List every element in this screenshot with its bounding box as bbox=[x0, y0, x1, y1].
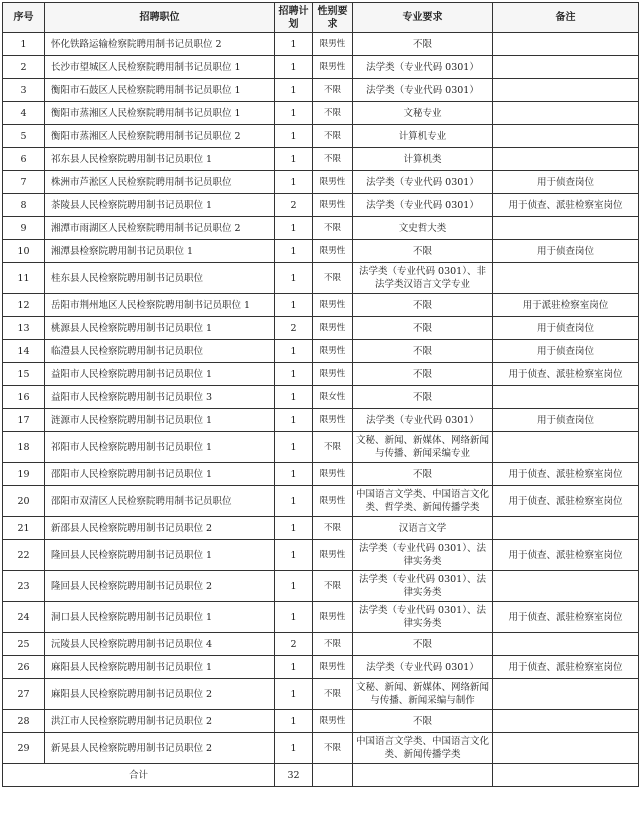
header-plan: 招聘计划 bbox=[275, 3, 313, 33]
cell-gender: 不限 bbox=[313, 79, 353, 102]
cell-requirement: 法学类（专业代码 0301）、法律实务类 bbox=[353, 571, 493, 602]
cell-position: 洞口县人民检察院聘用制书记员职位 1 bbox=[45, 602, 275, 633]
cell-no: 6 bbox=[3, 148, 45, 171]
cell-requirement: 文秘、新闻、新媒体、网络新闻与传播、新闻采编专业 bbox=[353, 432, 493, 463]
cell-note: 用于侦查、派驻检察室岗位 bbox=[493, 602, 639, 633]
cell-plan: 1 bbox=[275, 340, 313, 363]
cell-requirement: 不限 bbox=[353, 240, 493, 263]
cell-no: 20 bbox=[3, 486, 45, 517]
cell-gender: 限男性 bbox=[313, 294, 353, 317]
cell-no: 11 bbox=[3, 263, 45, 294]
cell-plan: 1 bbox=[275, 363, 313, 386]
cell-note: 用于侦查、派驻检察室岗位 bbox=[493, 194, 639, 217]
header-note: 备注 bbox=[493, 3, 639, 33]
cell-no: 2 bbox=[3, 56, 45, 79]
cell-plan: 1 bbox=[275, 656, 313, 679]
cell-requirement: 中国语言文学类、中国语言文化类、哲学类、新闻传播学类 bbox=[353, 486, 493, 517]
cell-requirement: 中国语言文学类、中国语言文化类、新闻传播学类 bbox=[353, 733, 493, 764]
cell-position: 桂东县人民检察院聘用制书记员职位 bbox=[45, 263, 275, 294]
cell-note bbox=[493, 263, 639, 294]
cell-no: 4 bbox=[3, 102, 45, 125]
cell-note bbox=[493, 517, 639, 540]
cell-position: 洪江市人民检察院聘用制书记员职位 2 bbox=[45, 710, 275, 733]
cell-position: 湘潭市雨湖区人民检察院聘用制书记员职位 2 bbox=[45, 217, 275, 240]
cell-plan: 1 bbox=[275, 240, 313, 263]
cell-note bbox=[493, 733, 639, 764]
cell-plan: 1 bbox=[275, 294, 313, 317]
cell-note bbox=[493, 79, 639, 102]
cell-plan: 1 bbox=[275, 33, 313, 56]
cell-position: 沅陵县人民检察院聘用制书记员职位 4 bbox=[45, 633, 275, 656]
cell-no: 23 bbox=[3, 571, 45, 602]
cell-note: 用于侦查、派驻检察室岗位 bbox=[493, 463, 639, 486]
table-row bbox=[3, 733, 639, 764]
table-row bbox=[3, 432, 639, 463]
cell-note: 用于侦查岗位 bbox=[493, 340, 639, 363]
table-row bbox=[3, 486, 639, 517]
cell-position: 隆回县人民检察院聘用制书记员职位 2 bbox=[45, 571, 275, 602]
cell-position: 邵阳市双清区人民检察院聘用制书记员职位 bbox=[45, 486, 275, 517]
table-row bbox=[3, 363, 639, 386]
table-row bbox=[3, 56, 639, 79]
cell-requirement: 不限 bbox=[353, 710, 493, 733]
cell-gender: 限男性 bbox=[313, 171, 353, 194]
cell-plan: 1 bbox=[275, 263, 313, 294]
cell-position: 涟源市人民检察院聘用制书记员职位 1 bbox=[45, 409, 275, 432]
cell-no: 27 bbox=[3, 679, 45, 710]
cell-position: 衡阳市蒸湘区人民检察院聘用制书记员职位 1 bbox=[45, 102, 275, 125]
cell-requirement: 法学类（专业代码 0301） bbox=[353, 79, 493, 102]
cell-note: 用于侦查岗位 bbox=[493, 317, 639, 340]
table-row bbox=[3, 125, 639, 148]
cell-no: 29 bbox=[3, 733, 45, 764]
table-row bbox=[3, 317, 639, 340]
table-row bbox=[3, 602, 639, 633]
cell-no: 15 bbox=[3, 363, 45, 386]
header-position: 招聘职位 bbox=[45, 3, 275, 33]
cell-note: 用于侦查岗位 bbox=[493, 240, 639, 263]
cell-note: 用于侦查、派驻检察室岗位 bbox=[493, 486, 639, 517]
cell-no: 22 bbox=[3, 540, 45, 571]
cell-position: 邵阳市人民检察院聘用制书记员职位 1 bbox=[45, 463, 275, 486]
table-row bbox=[3, 463, 639, 486]
cell-gender: 不限 bbox=[313, 102, 353, 125]
cell-gender: 限男性 bbox=[313, 409, 353, 432]
cell-position: 衡阳市石鼓区人民检察院聘用制书记员职位 1 bbox=[45, 79, 275, 102]
cell-no: 1 bbox=[3, 33, 45, 56]
cell-gender: 限男性 bbox=[313, 540, 353, 571]
cell-no: 5 bbox=[3, 125, 45, 148]
header-gender: 性别要求 bbox=[313, 3, 353, 33]
cell-requirement: 汉语言文学 bbox=[353, 517, 493, 540]
cell-no: 28 bbox=[3, 710, 45, 733]
table-header-row bbox=[3, 3, 639, 33]
cell-note: 用于侦查、派驻检察室岗位 bbox=[493, 363, 639, 386]
cell-gender: 不限 bbox=[313, 679, 353, 710]
cell-no: 25 bbox=[3, 633, 45, 656]
cell-note bbox=[493, 432, 639, 463]
cell-note bbox=[493, 571, 639, 602]
table-row bbox=[3, 194, 639, 217]
cell-requirement: 文秘、新闻、新媒体、网络新闻与传播、新闻采编与制作 bbox=[353, 679, 493, 710]
cell-plan: 1 bbox=[275, 463, 313, 486]
cell-note: 用于派驻检察室岗位 bbox=[493, 294, 639, 317]
cell-requirement: 不限 bbox=[353, 294, 493, 317]
cell-note bbox=[493, 217, 639, 240]
table-row bbox=[3, 240, 639, 263]
cell-plan: 1 bbox=[275, 571, 313, 602]
cell-plan: 1 bbox=[275, 540, 313, 571]
cell-no: 24 bbox=[3, 602, 45, 633]
header-no: 序号 bbox=[3, 3, 45, 33]
cell-gender: 不限 bbox=[313, 125, 353, 148]
cell-position: 麻阳县人民检察院聘用制书记员职位 2 bbox=[45, 679, 275, 710]
table-row bbox=[3, 340, 639, 363]
cell-no: 17 bbox=[3, 409, 45, 432]
cell-plan: 1 bbox=[275, 79, 313, 102]
total-plan: 32 bbox=[275, 764, 313, 787]
recruitment-table bbox=[2, 2, 639, 787]
cell-plan: 1 bbox=[275, 386, 313, 409]
total-empty-gender bbox=[313, 764, 353, 787]
cell-no: 13 bbox=[3, 317, 45, 340]
table-row bbox=[3, 148, 639, 171]
table-body bbox=[3, 33, 639, 764]
cell-no: 12 bbox=[3, 294, 45, 317]
cell-requirement: 不限 bbox=[353, 386, 493, 409]
cell-gender: 不限 bbox=[313, 263, 353, 294]
cell-note bbox=[493, 102, 639, 125]
table-row bbox=[3, 263, 639, 294]
table-row bbox=[3, 294, 639, 317]
cell-plan: 1 bbox=[275, 486, 313, 517]
table-row bbox=[3, 171, 639, 194]
cell-gender: 不限 bbox=[313, 517, 353, 540]
cell-note bbox=[493, 386, 639, 409]
cell-requirement: 不限 bbox=[353, 463, 493, 486]
table-row bbox=[3, 710, 639, 733]
cell-no: 8 bbox=[3, 194, 45, 217]
header-requirement: 专业要求 bbox=[353, 3, 493, 33]
cell-no: 7 bbox=[3, 171, 45, 194]
cell-position: 临澧县人民检察院聘用制书记员职位 bbox=[45, 340, 275, 363]
cell-position: 桃源县人民检察院聘用制书记员职位 1 bbox=[45, 317, 275, 340]
cell-note: 用于侦查、派驻检察室岗位 bbox=[493, 656, 639, 679]
cell-gender: 不限 bbox=[313, 633, 353, 656]
cell-note bbox=[493, 125, 639, 148]
cell-plan: 2 bbox=[275, 194, 313, 217]
cell-requirement: 法学类（专业代码 0301） bbox=[353, 409, 493, 432]
cell-no: 3 bbox=[3, 79, 45, 102]
cell-requirement: 法学类（专业代码 0301）、法律实务类 bbox=[353, 540, 493, 571]
cell-requirement: 不限 bbox=[353, 317, 493, 340]
cell-gender: 限男性 bbox=[313, 486, 353, 517]
cell-plan: 1 bbox=[275, 710, 313, 733]
cell-position: 麻阳县人民检察院聘用制书记员职位 1 bbox=[45, 656, 275, 679]
cell-no: 26 bbox=[3, 656, 45, 679]
cell-no: 19 bbox=[3, 463, 45, 486]
cell-requirement: 法学类（专业代码 0301）、法律实务类 bbox=[353, 602, 493, 633]
table-row bbox=[3, 633, 639, 656]
cell-gender: 不限 bbox=[313, 571, 353, 602]
cell-requirement: 不限 bbox=[353, 363, 493, 386]
cell-position: 祁东县人民检察院聘用制书记员职位 1 bbox=[45, 148, 275, 171]
cell-position: 株洲市芦淞区人民检察院聘用制书记员职位 bbox=[45, 171, 275, 194]
cell-note bbox=[493, 33, 639, 56]
cell-gender: 限男性 bbox=[313, 463, 353, 486]
cell-position: 新晃县人民检察院聘用制书记员职位 2 bbox=[45, 733, 275, 764]
table-row bbox=[3, 679, 639, 710]
table-row bbox=[3, 517, 639, 540]
total-row bbox=[3, 764, 639, 787]
cell-no: 10 bbox=[3, 240, 45, 263]
cell-requirement: 计算机类 bbox=[353, 148, 493, 171]
table-row bbox=[3, 102, 639, 125]
cell-plan: 1 bbox=[275, 217, 313, 240]
cell-gender: 不限 bbox=[313, 733, 353, 764]
cell-no: 16 bbox=[3, 386, 45, 409]
cell-position: 衡阳市蒸湘区人民检察院聘用制书记员职位 2 bbox=[45, 125, 275, 148]
cell-position: 益阳市人民检察院聘用制书记员职位 3 bbox=[45, 386, 275, 409]
cell-gender: 限男性 bbox=[313, 56, 353, 79]
cell-gender: 限男性 bbox=[313, 363, 353, 386]
cell-note bbox=[493, 56, 639, 79]
cell-requirement: 法学类（专业代码 0301） bbox=[353, 56, 493, 79]
total-empty-requirement bbox=[353, 764, 493, 787]
table-row bbox=[3, 571, 639, 602]
cell-requirement: 不限 bbox=[353, 340, 493, 363]
cell-no: 21 bbox=[3, 517, 45, 540]
cell-gender: 限男性 bbox=[313, 194, 353, 217]
cell-note: 用于侦查、派驻检察室岗位 bbox=[493, 540, 639, 571]
cell-gender: 限男性 bbox=[313, 240, 353, 263]
cell-gender: 不限 bbox=[313, 148, 353, 171]
cell-requirement: 文史哲大类 bbox=[353, 217, 493, 240]
cell-requirement: 法学类（专业代码 0301）、非法学类汉语言文学专业 bbox=[353, 263, 493, 294]
cell-position: 湘潭县检察院聘用制书记员职位 1 bbox=[45, 240, 275, 263]
cell-position: 茶陵县人民检察院聘用制书记员职位 1 bbox=[45, 194, 275, 217]
cell-requirement: 不限 bbox=[353, 33, 493, 56]
cell-gender: 限男性 bbox=[313, 317, 353, 340]
cell-requirement: 法学类（专业代码 0301） bbox=[353, 171, 493, 194]
cell-note: 用于侦查岗位 bbox=[493, 409, 639, 432]
cell-note bbox=[493, 710, 639, 733]
total-label: 合计 bbox=[3, 764, 275, 787]
cell-plan: 1 bbox=[275, 517, 313, 540]
cell-requirement: 文秘专业 bbox=[353, 102, 493, 125]
table-row bbox=[3, 656, 639, 679]
cell-note bbox=[493, 148, 639, 171]
cell-plan: 1 bbox=[275, 102, 313, 125]
table-row bbox=[3, 217, 639, 240]
cell-plan: 1 bbox=[275, 432, 313, 463]
cell-plan: 1 bbox=[275, 56, 313, 79]
cell-position: 祁阳市人民检察院聘用制书记员职位 1 bbox=[45, 432, 275, 463]
cell-no: 14 bbox=[3, 340, 45, 363]
cell-plan: 2 bbox=[275, 317, 313, 340]
cell-gender: 限男性 bbox=[313, 602, 353, 633]
cell-gender: 不限 bbox=[313, 432, 353, 463]
cell-plan: 1 bbox=[275, 125, 313, 148]
cell-plan: 1 bbox=[275, 171, 313, 194]
cell-plan: 2 bbox=[275, 633, 313, 656]
cell-note bbox=[493, 633, 639, 656]
cell-gender: 限女性 bbox=[313, 386, 353, 409]
total-empty-note bbox=[493, 764, 639, 787]
cell-plan: 1 bbox=[275, 679, 313, 710]
cell-position: 益阳市人民检察院聘用制书记员职位 1 bbox=[45, 363, 275, 386]
table-row bbox=[3, 79, 639, 102]
cell-requirement: 不限 bbox=[353, 633, 493, 656]
cell-position: 新邵县人民检察院聘用制书记员职位 2 bbox=[45, 517, 275, 540]
table-row bbox=[3, 409, 639, 432]
cell-gender: 不限 bbox=[313, 217, 353, 240]
table-row bbox=[3, 386, 639, 409]
cell-no: 18 bbox=[3, 432, 45, 463]
cell-no: 9 bbox=[3, 217, 45, 240]
cell-plan: 1 bbox=[275, 733, 313, 764]
cell-gender: 限男性 bbox=[313, 33, 353, 56]
cell-plan: 1 bbox=[275, 409, 313, 432]
cell-gender: 限男性 bbox=[313, 656, 353, 679]
cell-position: 怀化铁路运输检察院聘用制书记员职位 2 bbox=[45, 33, 275, 56]
table-row bbox=[3, 33, 639, 56]
cell-requirement: 计算机专业 bbox=[353, 125, 493, 148]
cell-plan: 1 bbox=[275, 148, 313, 171]
cell-plan: 1 bbox=[275, 602, 313, 633]
cell-requirement: 法学类（专业代码 0301） bbox=[353, 656, 493, 679]
cell-position: 隆回县人民检察院聘用制书记员职位 1 bbox=[45, 540, 275, 571]
cell-gender: 限男性 bbox=[313, 710, 353, 733]
cell-requirement: 法学类（专业代码 0301） bbox=[353, 194, 493, 217]
cell-position: 长沙市望城区人民检察院聘用制书记员职位 1 bbox=[45, 56, 275, 79]
cell-gender: 限男性 bbox=[313, 340, 353, 363]
table-row bbox=[3, 540, 639, 571]
cell-note: 用于侦查岗位 bbox=[493, 171, 639, 194]
cell-note bbox=[493, 679, 639, 710]
cell-position: 岳阳市荆州地区人民检察院聘用制书记员职位 1 bbox=[45, 294, 275, 317]
